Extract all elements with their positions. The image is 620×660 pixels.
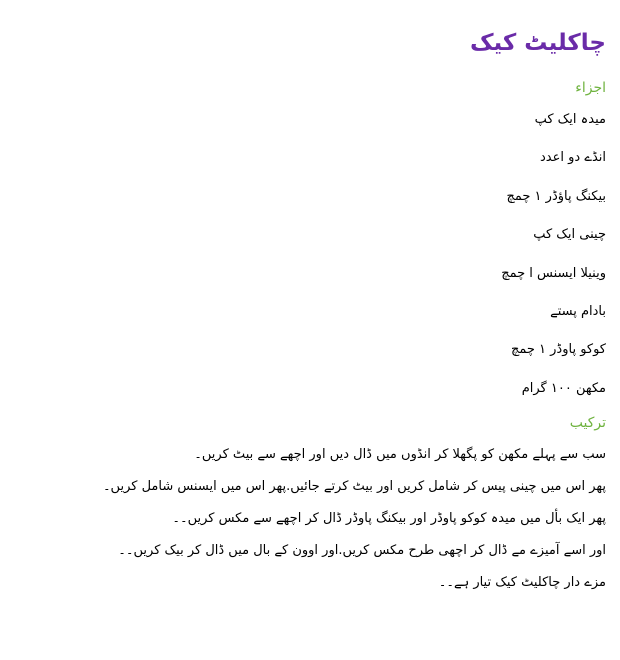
ingredients-heading: اجزاء — [575, 80, 606, 96]
page-title: چاکلیٹ کیک — [469, 30, 606, 56]
method-step: پھر ایک بأل میں میدہ کوکو پاوڈر اور بیکنگ پاوڈر ڈال کر اچھے سے مکس کریں۔۔ — [172, 510, 606, 526]
ingredient-item: میدہ ایک کپ — [534, 112, 606, 127]
method-step: سب سے پہلے مکھن کو پگھلا کر انڈوں میں ڈال دیں اور اچھے سے بیٹ کریں۔ — [194, 446, 606, 462]
method-step: مزے دار چاکلیٹ کیک تیار ہے۔۔ — [438, 574, 606, 590]
method-steps-list — [14, 445, 606, 593]
ingredient-item: مکھن ١٠٠ گرام — [521, 380, 606, 396]
ingredient-item: وینیلا ایسنس ا چمچ — [501, 265, 606, 281]
method-heading: ترکیب — [569, 414, 606, 431]
ingredient-item: انڈے دو اعدد — [540, 150, 606, 166]
ingredient-item: چینی ایک کپ — [533, 227, 606, 243]
ingredients-list — [14, 110, 606, 399]
method-step: پھر اس میں چینی پیس کر شامل کریں اور بیٹ کرتے جائیں.پھر اس میں ایسنس شامل کریں۔ — [102, 478, 606, 494]
ingredient-item: بادام پستے — [550, 303, 606, 319]
ingredient-item: کوکو پاوڈر ١ چمچ — [510, 342, 606, 358]
ingredient-item: بیکنگ پاؤڈر ١ چمچ — [506, 188, 606, 204]
method-step: اور اسے آمیزے مے ڈال کر اچھی طرح مکس کریں.اور اوون کے بال میں ڈال کر بیک کریں۔۔ — [118, 542, 606, 558]
